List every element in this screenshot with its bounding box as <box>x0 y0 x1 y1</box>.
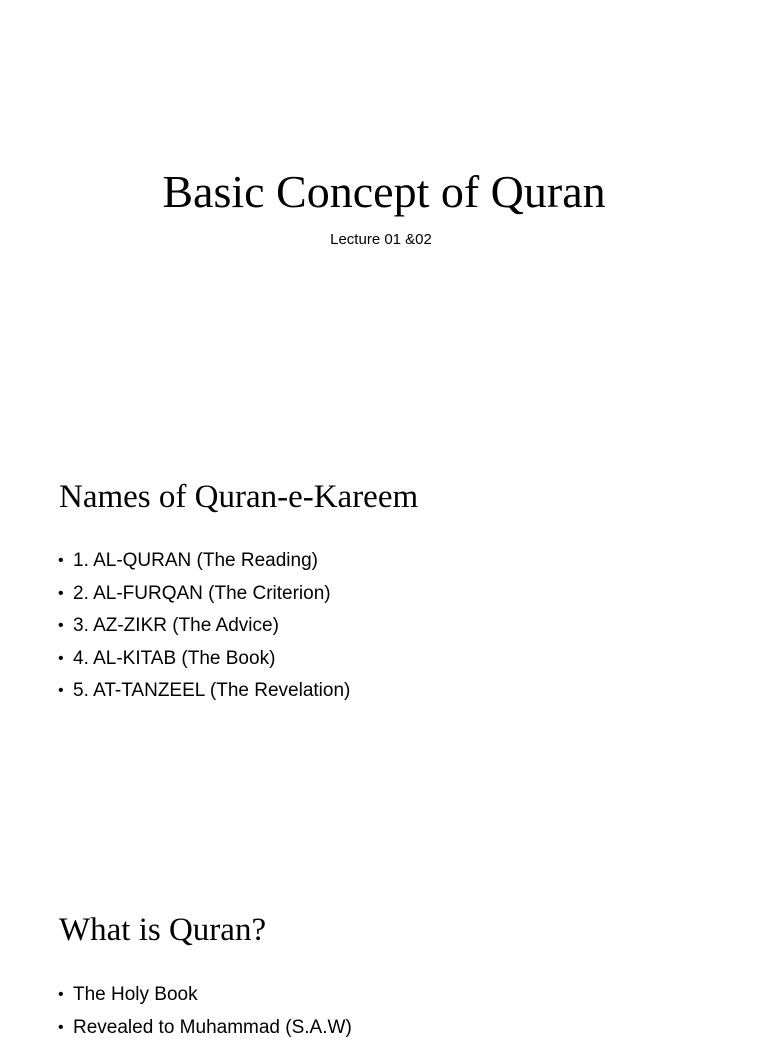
list-item-text: 1. AL-QURAN (The Reading) <box>73 550 318 571</box>
slide-subtitle: Lecture 01 &02 <box>0 229 762 251</box>
list-item <box>58 979 352 1012</box>
list-item <box>58 1012 352 1044</box>
slide-title: Basic Concept of Quran <box>0 163 768 221</box>
what-is-quran-heading: What is Quran? <box>59 910 266 950</box>
list-item <box>58 643 350 676</box>
bullet-icon: • <box>58 610 73 643</box>
bullet-icon: • <box>58 643 73 676</box>
list-item-text: Revealed to Muhammad (S.A.W) <box>73 1017 352 1038</box>
list-item <box>58 545 350 578</box>
names-heading: Names of Quran-e-Kareem <box>59 477 418 517</box>
list-item <box>58 578 350 611</box>
list-item <box>58 610 350 643</box>
bullet-icon: • <box>58 1012 73 1044</box>
bullet-icon: • <box>58 979 73 1012</box>
list-item-text: The Holy Book <box>73 984 198 1005</box>
names-list <box>58 545 350 708</box>
list-item-text: 3. AZ-ZIKR (The Advice) <box>73 615 279 636</box>
list-item <box>58 675 350 708</box>
bullet-icon: • <box>58 578 73 611</box>
list-item-text: 2. AL-FURQAN (The Criterion) <box>73 583 331 604</box>
bullet-icon: • <box>58 675 73 708</box>
bullet-icon: • <box>58 545 73 578</box>
list-item-text: 5. AT-TANZEEL (The Revelation) <box>73 680 350 701</box>
list-item-text: 4. AL-KITAB (The Book) <box>73 648 275 669</box>
what-is-quran-list <box>58 979 352 1044</box>
